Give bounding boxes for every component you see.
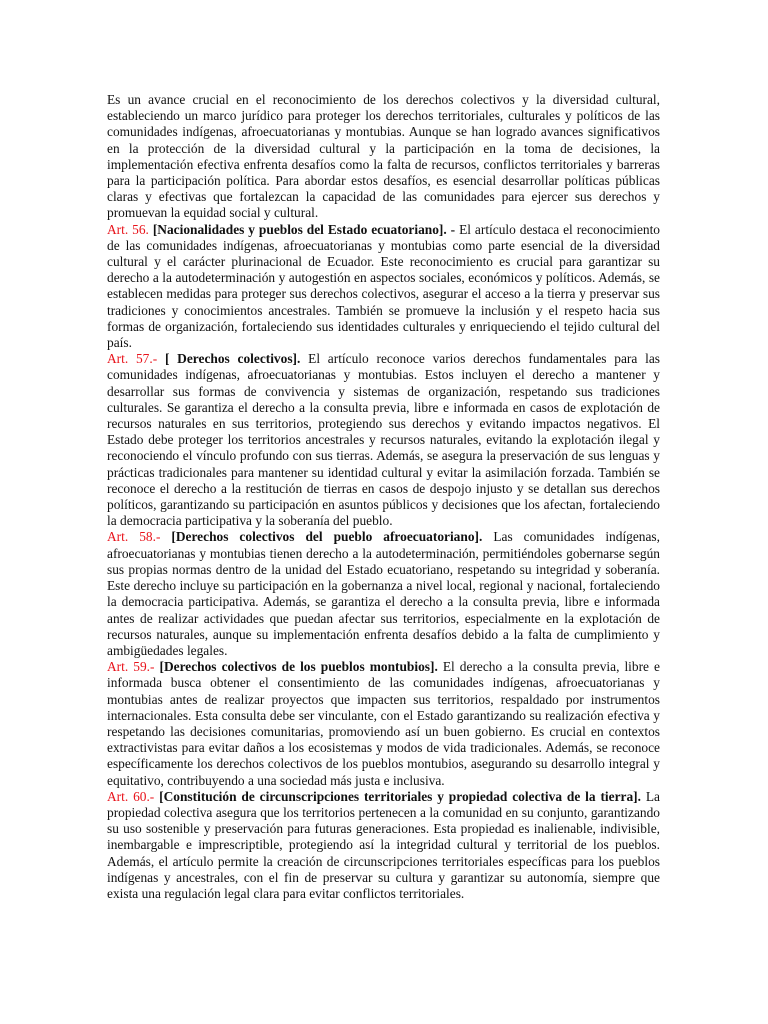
article-60-number: Art. 60.- xyxy=(107,788,155,804)
article-56-paragraph xyxy=(107,222,660,352)
article-58-number: Art. 58.- xyxy=(107,529,161,545)
article-56-title: [Nacionalidades y pueblos del Estado ecuatoriano]. - xyxy=(148,221,456,237)
article-60-paragraph xyxy=(107,789,660,902)
article-56-number: Art. 56. xyxy=(107,221,149,237)
article-59-body: El derecho a la consulta previa, libre e informada busca obtener el consentimiento de las comunidades indígenas, afroecuatorianas y montubias antes de realizar proyectos que impacten sus territorios, respaldado por instrumentos internacionales. Esta consulta debe ser vinculante, con el Estado garantizando su realización efectiva y respetando las decisiones comunitarias, promoviendo así un buen gobierno. Es crucial en contextos extractivistas para evitar daños a los ecosistemas y modos de vida tradicionales. Además, se reconoce específicamente los derechos colectivos de los pueblos montubios, asegurando su desarrollo integral y equitativo, contribuyendo a una sociedad más justa e inclusiva. xyxy=(107,659,660,788)
article-57-title: [ Derechos colectivos]. xyxy=(157,351,301,367)
article-58-paragraph xyxy=(107,529,660,659)
article-57-paragraph xyxy=(107,351,660,529)
document-page xyxy=(107,92,660,902)
article-59-number: Art. 59.- xyxy=(107,659,155,675)
article-59-paragraph xyxy=(107,659,660,789)
article-56-body: El artículo destaca el reconocimiento de las comunidades indígenas, afroecuatorianas y montubias como parte esencial de la diversidad cultural y el carácter plurinacional de Ecuador. Este reconocimiento es crucial para garantizar su derecho a la autodeterminación y autogestión en aspectos sociales, económicos y políticos. Además, se establecen medidas para proteger sus derechos colectivos, asegurar el acceso a la tierra y preservar sus tradiciones y conocimientos ancestrales. También se promueve la inclusión y el respeto hacia sus formas de organización, fortaleciendo sus identidades culturales y enriqueciendo el tejido cultural del país. xyxy=(107,221,660,351)
intro-paragraph: Es un avance crucial en el reconocimiento de los derechos colectivos y la diversidad cultural, estableciendo un marco jurídico para proteger los derechos territoriales, culturales y políticos de las comunidades indígenas, afroecuatorianas y montubias. Aunque se han logrado avances significativos en la protección de la diversidad cultural y la participación en la toma de decisiones, la implementación efectiva enfrenta desafíos como la falta de recursos, conflictos territoriales y barreras para la participación política. Para abordar estos desafíos, es esencial desarrollar políticas públicas claras y efectivas que fortalezcan la capacidad de las comunidades para ejercer sus derechos y promuevan la equidad social y cultural. xyxy=(107,92,660,221)
article-60-body: La propiedad colectiva asegura que los territorios pertenecen a la comunidad en su conjunto, garantizando su uso sostenible y preservación para futuras generaciones. Esta propiedad es inalienable, indivisible, inembargable e imprescriptible, protegiendo así la integridad cultural y territorial de los pueblos. Además, el artículo permite la creación de circunscripciones territoriales específicas para los pueblos indígenas y ancestrales, con el fin de preservar su cultura y garantizar su autonomía, siempre que exista una regulación legal clara para evitar conflictos territoriales. xyxy=(107,788,660,901)
article-57-body: El artículo reconoce varios derechos fundamentales para las comunidades indígenas, afroecuatorianas y montubias. Estos incluyen el derecho a mantener y desarrollar sus formas de convivencia y sistemas de organización, respetando sus tradiciones culturales. Se garantiza el derecho a la consulta previa, libre e informada en casos de explotación de recursos naturales en sus territorios, protegiendo sus derechos y evitando impactos negativos. El Estado debe proteger los territorios ancestrales y recursos naturales, evitando la explotación ilegal y reconociendo el vínculo profundo con sus tierras. Además, se asegura la preservación de sus lenguas y prácticas tradicionales para mantener su identidad cultural y evitar la asimilación forzada. También se reconoce el derecho a la restitución de tierras en casos de despojo injusto y se detallan sus derechos políticos, garantizando su participación en asuntos públicos y decisiones que los afectan, fortaleciendo la democracia participativa y la soberanía del pueblo. xyxy=(107,351,660,529)
article-59-title: [Derechos colectivos de los pueblos montubios]. xyxy=(154,659,438,675)
article-57-number: Art. 57.- xyxy=(107,351,158,367)
article-60-title: [Constitución de circunscripciones territoriales y propiedad colectiva de la tierra]. xyxy=(154,788,641,804)
article-58-title: [Derechos colectivos del pueblo afroecuatoriano]. xyxy=(160,529,483,545)
article-58-body: Las comunidades indígenas, afroecuatorianas y montubias tienen derecho a la autodeterminación, permitiéndoles gobernarse según sus propias normas dentro de la unidad del Estado ecuatoriano, respetando su integridad y soberanía. Este derecho incluye su participación en la gobernanza a nivel local, regional y nacional, fortaleciendo la democracia participativa. Además, se garantiza el derecho a la consulta previa, libre e informada antes de realizar actividades que puedan afectar sus territorios, especialmente en la explotación de recursos naturales, aunque su implementación enfrenta desafíos debido a la falta de cumplimiento y ambigüedades legales. xyxy=(107,529,660,658)
